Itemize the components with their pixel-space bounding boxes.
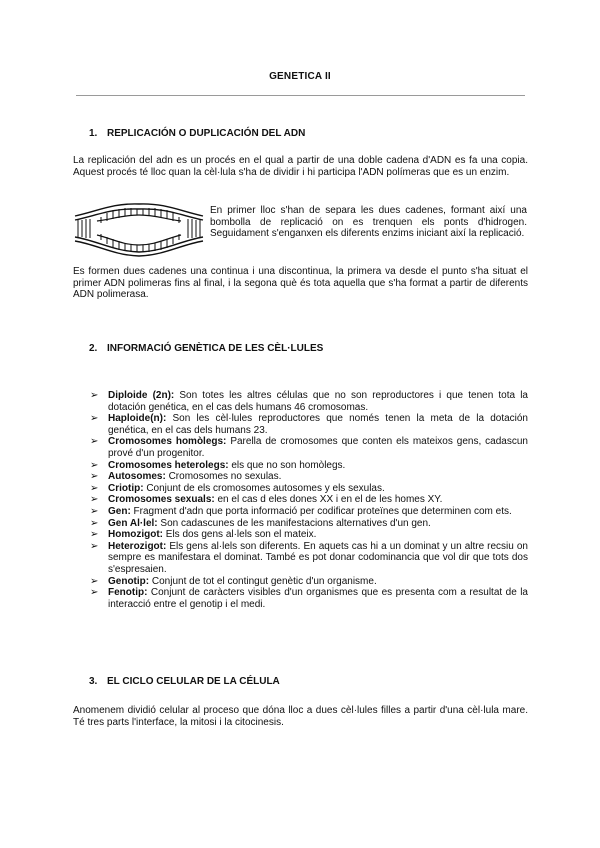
term-label: Criotip:	[108, 482, 144, 494]
term-label: Diploide (2n):	[108, 390, 175, 401]
section-1-title: REPLICACIÓN O DUPLICACIÓN DEL ADN	[107, 128, 306, 139]
arrow-bullet-icon: ➢	[90, 413, 99, 425]
section-3-title: EL CICLO CELULAR DE LA CÉLULA	[107, 676, 280, 687]
term-item	[90, 460, 528, 472]
term-label: Homozigot:	[108, 529, 163, 541]
arrow-bullet-icon: ➢	[90, 587, 99, 599]
term-label: Heterozigot:	[108, 540, 167, 552]
term-label: Cromosomes homòlegs:	[108, 436, 227, 448]
arrow-bullet-icon: ➢	[90, 436, 99, 448]
term-item	[90, 506, 528, 518]
term-item	[90, 518, 528, 530]
term-item	[90, 541, 528, 576]
term-item	[90, 483, 528, 495]
term-item	[90, 413, 528, 436]
term-label: Haploide(n):	[108, 413, 167, 425]
section-1-heading	[89, 128, 305, 139]
term-label: Cromosomes sexuals:	[108, 494, 215, 506]
term-definition: Son les cèl·lules reproductores que només tenen la meta de la dotación genética, en el cas dels humans 23.	[108, 413, 528, 436]
term-label: Fenotip:	[108, 587, 148, 599]
section-1-intro: La replicación del adn es un procés en el qual a partir de una doble cadena d'ADN es fa una copia. Aquest procés té lloc quan la cèl·lula s'ha de dividir i hi participa l'ADN polímeras que es un enzim.	[73, 155, 528, 178]
figure-caption: En primer lloc s'han de separa les dues cadenes, formant així una bombolla de replicació on es trenquen els ponts d'hidrogen. Seguidament s'enganxen els diferents enzims iniciant així la replicació.	[210, 205, 527, 240]
term-label: Genotip:	[108, 575, 150, 587]
term-definition: Son cadascunes de les manifestacions alternatives d'un gen.	[157, 517, 431, 529]
section-2-number: 2.	[89, 343, 98, 354]
term-label: Cromosomes heterolegs:	[108, 459, 229, 471]
term-item	[90, 587, 528, 610]
arrow-bullet-icon: ➢	[90, 390, 99, 401]
term-item	[90, 529, 528, 541]
term-definition: Conjunt de tot el contingut genètic d'un organisme.	[149, 575, 377, 587]
arrow-bullet-icon: ➢	[90, 517, 99, 529]
term-definition: Son totes les altres células que no son reproductores i que tenen tota la dotación genética, en el cas dels humans 46 cromosomas.	[108, 390, 528, 413]
term-label: Autosomes:	[108, 471, 166, 483]
document-title: GENETICA II	[269, 71, 331, 82]
section-1-outro: Es formen dues cadenes una continua i una discontinua, la primera va desde el punto s'ha situat el primer ADN polimeras fins al final, i la segona què és tota aquella que s'ha format a partir de diferents ADN polimerasa.	[73, 266, 528, 301]
arrow-bullet-icon: ➢	[90, 494, 99, 506]
term-definition: Els gens al·lels son diferents. En aquets cas hi a un dominat y un altre recsiu on sempre es manifestara el dominat. També es pot donar codominancia que vol dir que tots dos s'espresaien.	[108, 540, 528, 575]
term-label: Gen Al·lel:	[108, 517, 158, 529]
term-definition: Parella de cromosomes que conten els mateixos gens, cadascun prové d'un progenitor.	[108, 436, 528, 459]
term-definition: els que no son homòlegs.	[228, 459, 346, 471]
term-label: Gen:	[108, 505, 131, 517]
arrow-bullet-icon: ➢	[90, 575, 99, 587]
section-2-heading	[89, 343, 323, 354]
term-item	[90, 390, 528, 413]
term-definition: Cromosomes no sexulas.	[165, 471, 282, 483]
title-divider	[76, 95, 525, 96]
arrow-bullet-icon: ➢	[90, 529, 99, 541]
section-3-heading	[89, 676, 280, 687]
term-item	[90, 436, 528, 459]
term-item	[90, 576, 528, 588]
dna-replication-bubble-figure	[73, 199, 205, 257]
term-definition: Conjunt de caràcters visibles d'un organismes que es presenta com a resultat de la interacció entre el genotip i el medi.	[108, 587, 528, 610]
arrow-bullet-icon: ➢	[90, 471, 99, 483]
term-definition: Fragment d'adn que porta informació per codificar proteïnes que determinen com ets.	[130, 505, 512, 517]
section-3-body: Anomenem dividió celular al proceso que dóna lloc a dues cèl·lules filles a partir d'una cèl·lula mare. Té tres parts l'interface, la mitosi i la citocinesis.	[73, 705, 528, 728]
term-definition: Els dos gens al·lels son el mateix.	[163, 529, 317, 541]
arrow-bullet-icon: ➢	[90, 459, 99, 471]
term-item	[90, 471, 528, 483]
term-definition: Conjunt de els cromosomes autosomes y els sexulas.	[143, 482, 385, 494]
genetic-terms-list	[90, 390, 528, 610]
arrow-bullet-icon: ➢	[90, 505, 99, 517]
section-1-number: 1.	[89, 128, 98, 139]
section-2-title: INFORMACIÓ GENÈTICA DE LES CÈL·LULES	[107, 343, 324, 354]
arrow-bullet-icon: ➢	[90, 482, 99, 494]
term-definition: en el cas d eles dones XX i en el de les homes XY.	[214, 494, 443, 506]
arrow-bullet-icon: ➢	[90, 540, 99, 552]
section-3-number: 3.	[89, 676, 98, 687]
term-item	[90, 494, 528, 506]
